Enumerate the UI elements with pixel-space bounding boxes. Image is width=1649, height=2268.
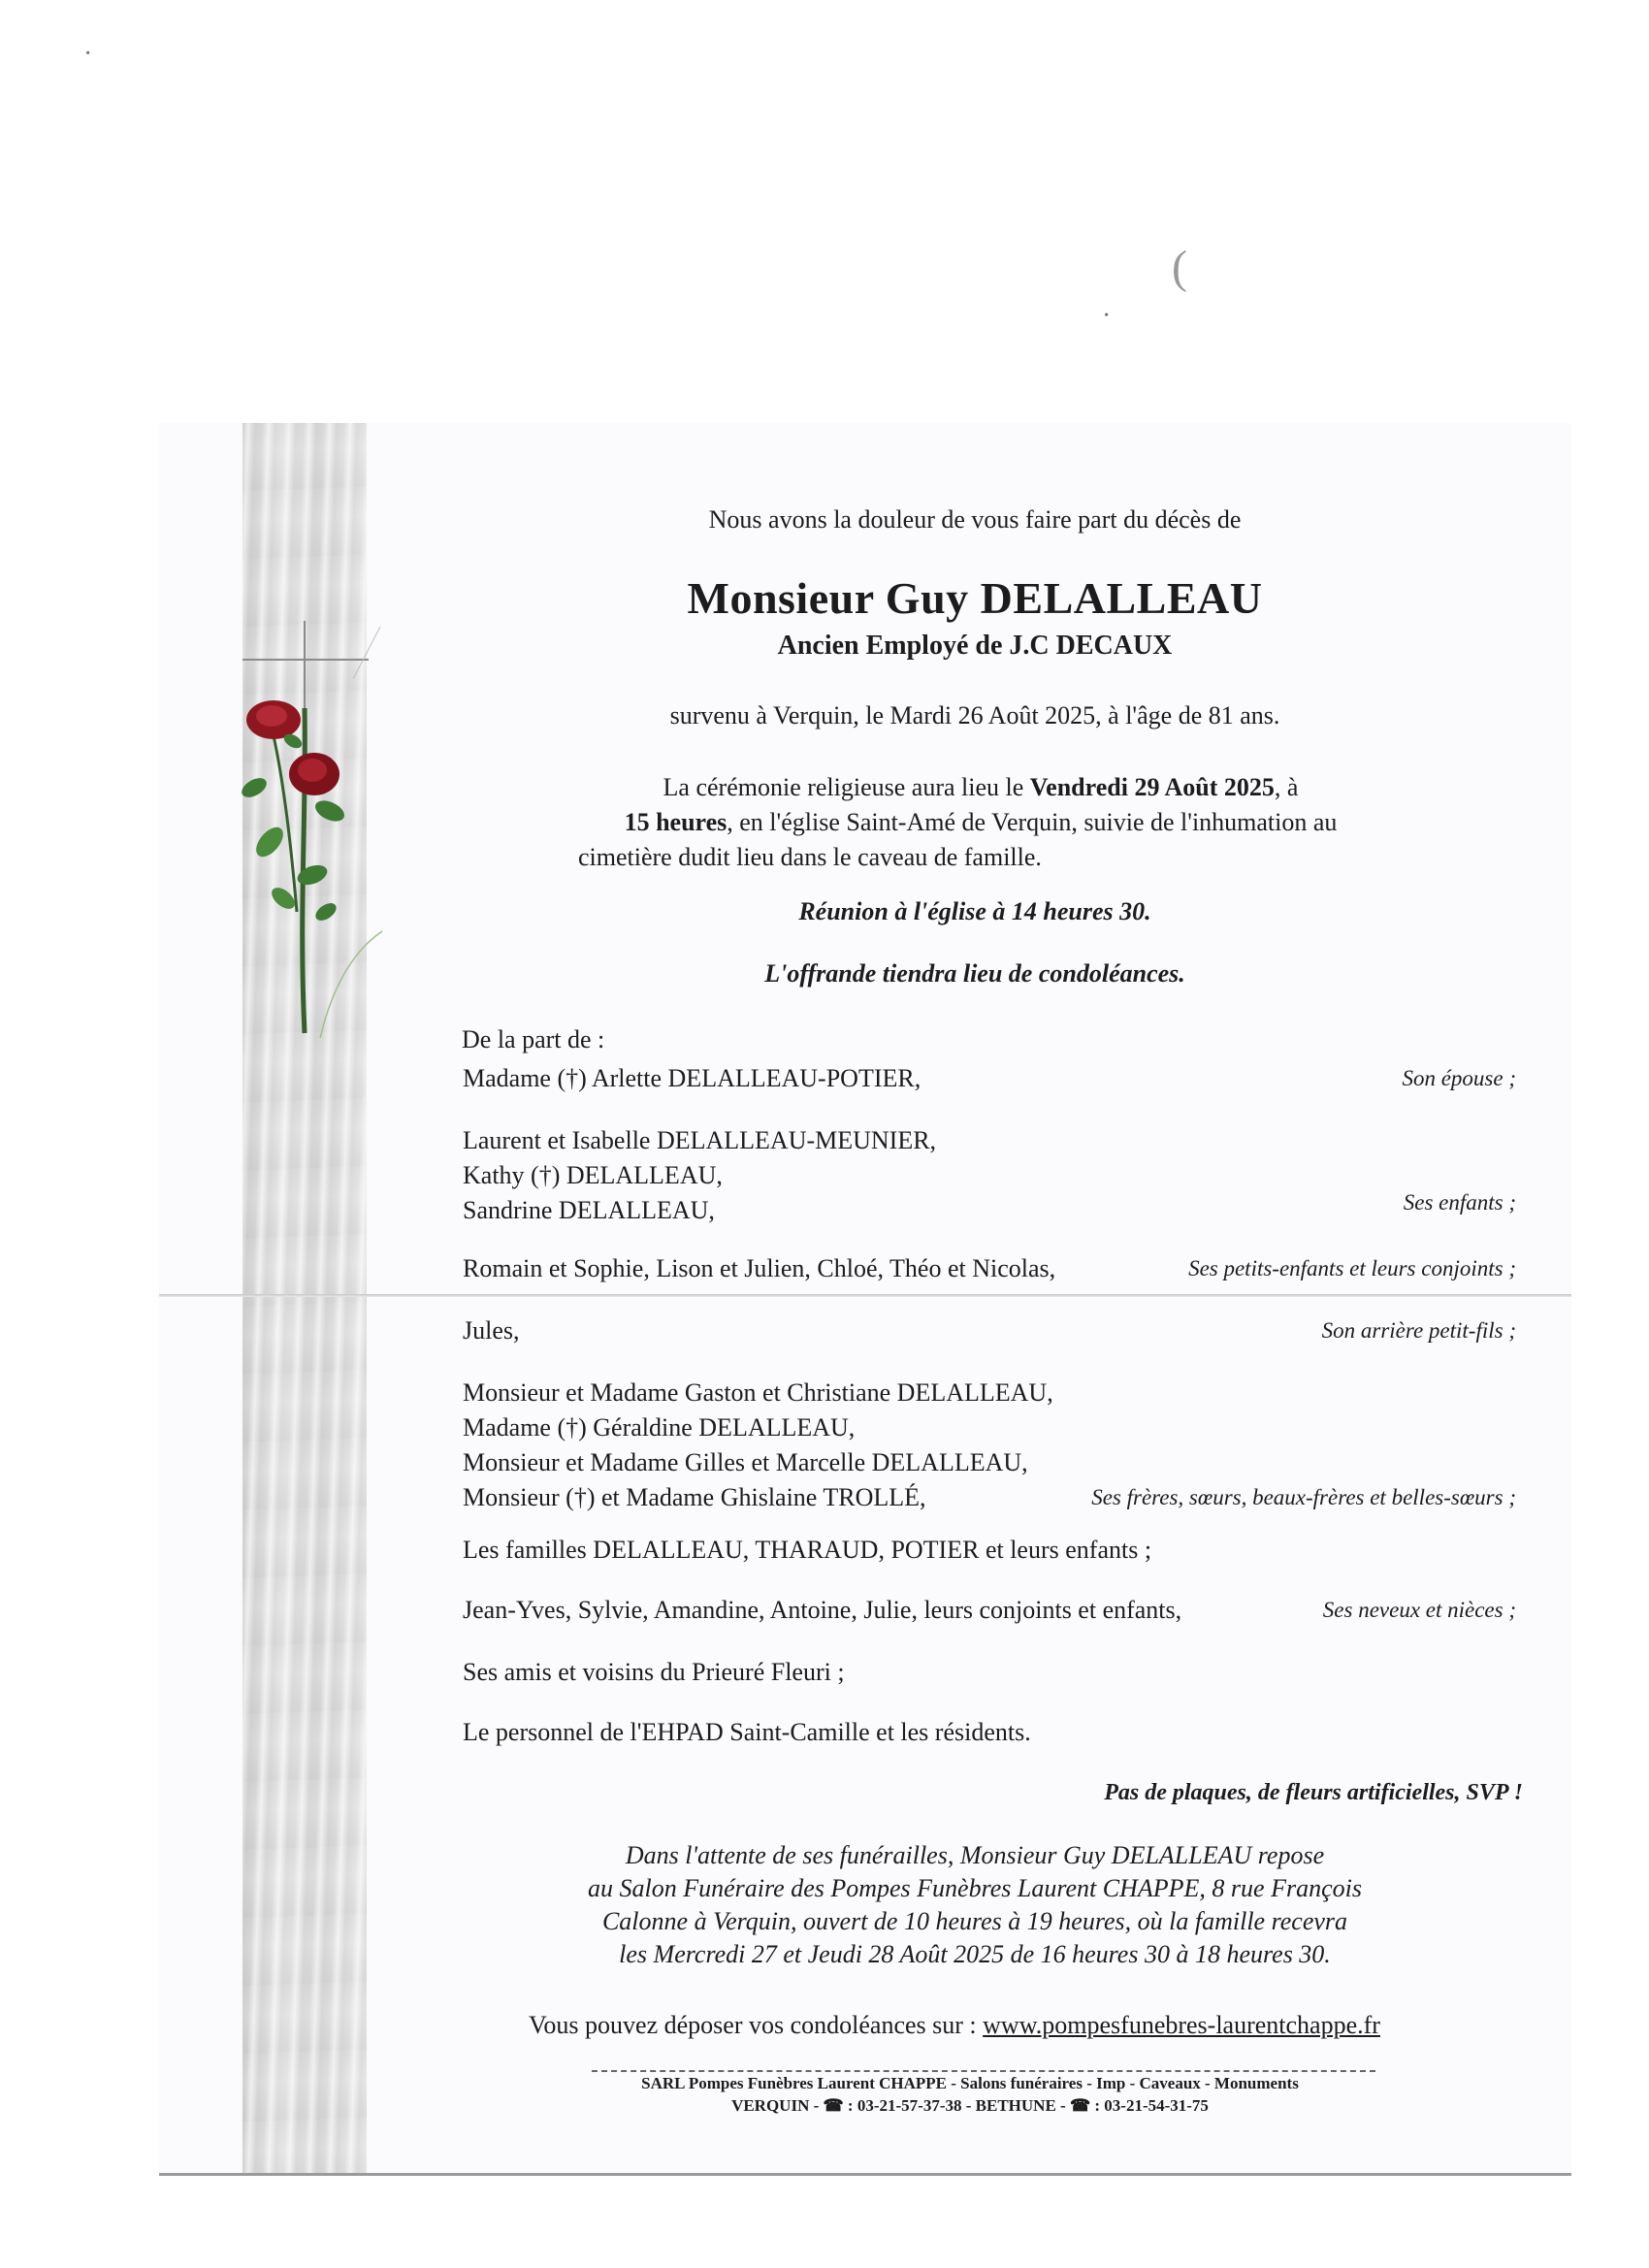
family-name-line: Madame (†) Géraldine DELALLEAU,: [463, 1413, 856, 1442]
no-plaques-notice: Pas de plaques, de fleurs artificielles, SVP !: [1104, 1780, 1523, 1805]
offering-text: L'offrande tiendra lieu de condoléances.: [764, 959, 1185, 988]
ceremony-text-1: La cérémonie religieuse aura lieu le: [663, 773, 1030, 801]
family-name-line: Jean-Yves, Sylvie, Amandine, Antoine, Julie, leurs conjoints et enfants,: [463, 1596, 1182, 1624]
family-name-line: Laurent et Isabelle DELALLEAU-MEUNIER,: [463, 1126, 937, 1154]
scan-speck: ·: [83, 39, 93, 69]
rose-cross-illustration: [237, 621, 392, 1038]
family-name-line: Madame (†) Arlette DELALLEAU-POTIER,: [463, 1064, 922, 1092]
family-relation: Son épouse ;: [1402, 1066, 1516, 1090]
family-group-staff: [463, 1715, 1516, 1750]
family-group-children: [463, 1123, 1516, 1228]
ceremony-paragraph: [578, 770, 1383, 875]
repose-line: Calonne à Verquin, ouvert de 10 heures à 19 heures, où la famille recevra: [601, 1907, 1348, 1935]
footer-phones: VERQUIN - ☎ : 03-21-57-37-38 - BETHUNE - ☎ : 03-21-54-31-75: [731, 2096, 1209, 2115]
death-notice: survenu à Verquin, le Mardi 26 Août 2025, à l'âge de 81 ans.: [669, 701, 1280, 729]
family-group-nephews: [463, 1593, 1516, 1628]
family-name-line: Sandrine DELALLEAU,: [463, 1196, 715, 1224]
family-name-line: Les familles DELALLEAU, THARAUD, POTIER et leurs enfants ;: [463, 1536, 1152, 1564]
family-group-friends: [463, 1655, 1516, 1690]
condolences-line: [529, 2008, 1499, 2043]
repose-paragraph: [504, 1839, 1445, 1971]
family-group-grandchildren: [463, 1251, 1516, 1286]
family-name-line: Monsieur et Madame Gilles et Marcelle DELALLEAU,: [463, 1448, 1028, 1476]
from-label: De la part de :: [462, 1025, 605, 1053]
intro-text: Nous avons la douleur de vous faire part du décès de: [708, 505, 1242, 534]
ceremony-time: 15 heures: [624, 808, 728, 836]
scan-speck: ·: [1102, 301, 1112, 331]
family-name-line: Jules,: [463, 1316, 520, 1345]
occupation: Ancien Employé de J.C DECAUX: [777, 631, 1173, 661]
meeting-text: Réunion à l'église à 14 heures 30.: [798, 897, 1151, 925]
ceremony-text-2: , à: [1274, 773, 1299, 801]
repose-line: Dans l'attente de ses funérailles, Monsieur Guy DELALLEAU repose: [625, 1841, 1325, 1869]
ceremony-text-3: , en l'église Saint-Amé de Verquin, suivie de l'inhumation au: [727, 808, 1338, 836]
scan-pen-mark: (: [1172, 242, 1187, 293]
fold-line: [159, 1294, 1571, 1297]
ceremony-date: Vendredi 29 Août 2025: [1029, 773, 1275, 801]
card-edge: [159, 2173, 1571, 2176]
family-name-line: Ses amis et voisins du Prieuré Fleuri ;: [463, 1658, 845, 1686]
condolences-link[interactable]: www.pompesfunebres-laurentchappe.fr: [983, 2011, 1380, 2039]
footer-company: SARL Pompes Funèbres Laurent CHAPPE - Salons funéraires - Imp - Caveaux - Monuments: [641, 2074, 1299, 2092]
family-relation: Son arrière petit-fils ;: [1321, 1318, 1516, 1343]
family-group-spouse: [463, 1061, 1516, 1096]
family-relation: Ses petits-enfants et leurs conjoints ;: [1188, 1256, 1516, 1280]
repose-line: les Mercredi 27 et Jeudi 28 Août 2025 de 16 heures 30 à 18 heures 30.: [619, 1940, 1331, 1968]
family-group-great-grandson: [463, 1313, 1516, 1348]
ceremony-text-4: cimetière dudit lieu dans le caveau de famille.: [578, 843, 1042, 871]
family-name-line: Romain et Sophie, Lison et Julien, Chloé, Théo et Nicolas,: [463, 1254, 1056, 1282]
family-name-line: Monsieur (†) et Madame Ghislaine TROLLÉ,: [463, 1483, 926, 1511]
family-relation: Ses frères, sœurs, beaux-frères et belles-sœurs ;: [1091, 1485, 1516, 1509]
funeral-home-footer: [504, 2072, 1436, 2117]
family-group-families: [463, 1533, 1516, 1568]
condolences-text: Vous pouvez déposer vos condoléances sur :: [529, 2011, 984, 2039]
family-relation: Ses enfants ;: [1403, 1190, 1516, 1215]
family-name-line: Kathy (†) DELALLEAU,: [463, 1161, 723, 1189]
family-name-line: Monsieur et Madame Gaston et Christiane DELALLEAU,: [463, 1378, 1053, 1407]
family-group-siblings: [463, 1376, 1516, 1515]
deceased-name: Monsieur Guy DELALLEAU: [687, 573, 1263, 623]
family-relation: Ses neveux et nièces ;: [1322, 1598, 1516, 1622]
family-name-line: Le personnel de l'EHPAD Saint-Camille et les résidents.: [463, 1718, 1031, 1746]
repose-line: au Salon Funéraire des Pompes Funèbres Laurent CHAPPE, 8 rue François: [588, 1874, 1362, 1902]
